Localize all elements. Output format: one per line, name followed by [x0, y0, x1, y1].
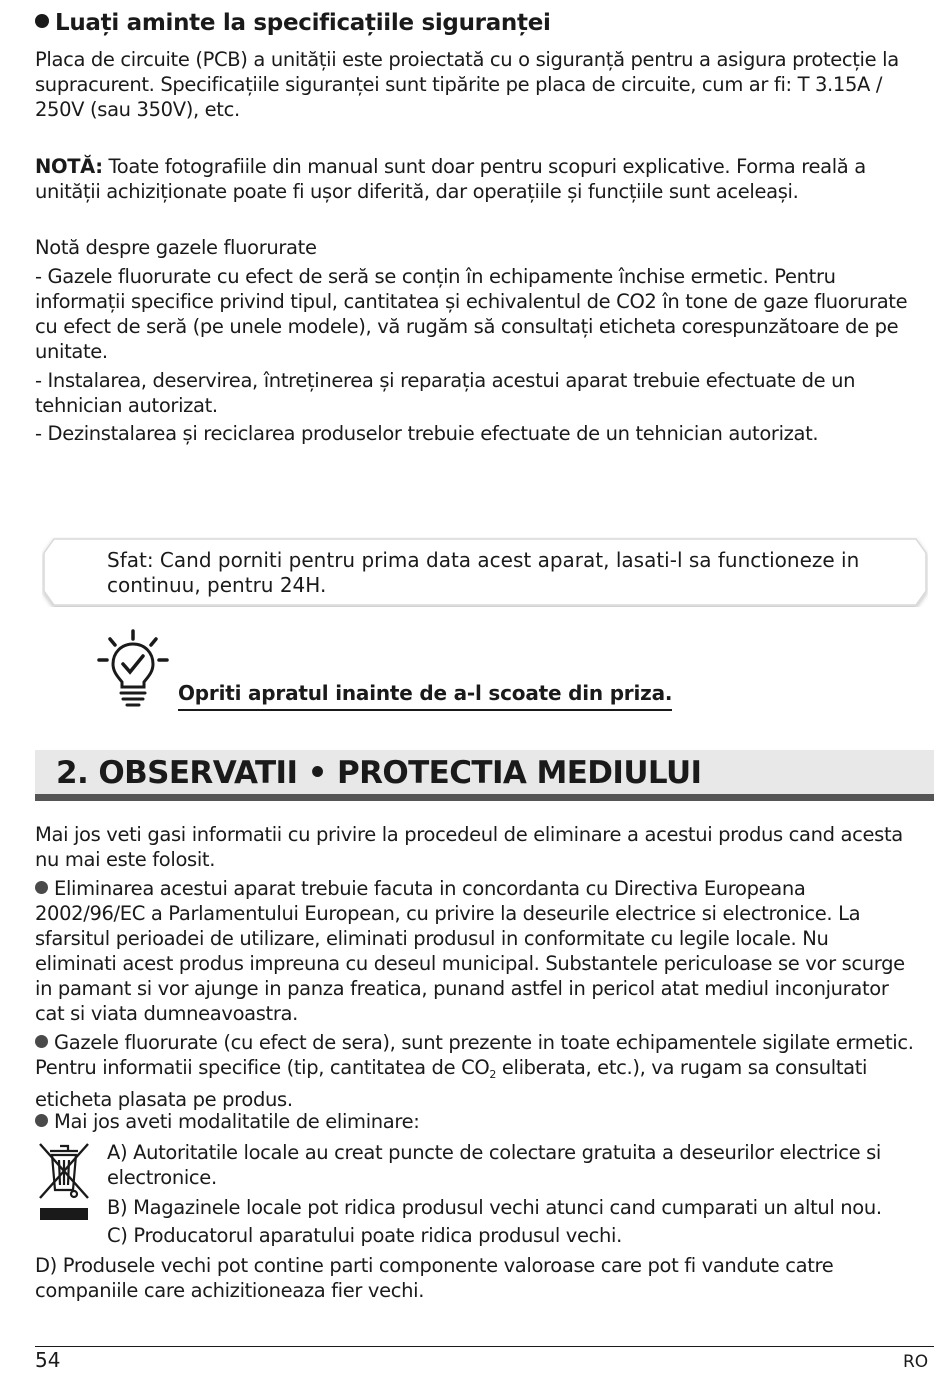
crossed-bin-icon	[36, 1140, 92, 1222]
bullet-dot-icon	[35, 881, 48, 894]
section-intro: Mai jos veti gasi informatii cu privire la procedeul de eliminare a acestui produs cand acesta nu mai este folosit.	[35, 823, 903, 871]
bullet-dot-icon	[35, 14, 49, 28]
fuse-heading: Luați aminte la specificațiile siguranței	[35, 10, 551, 36]
note-label: NOTĂ:	[35, 155, 103, 178]
bullet-dot-icon	[35, 1114, 48, 1127]
bullet-dot-icon	[35, 1035, 48, 1048]
note-text: Toate fotografiile din manual sunt doar pentru scopuri explicative. Forma reală a unității achiziționate poate fi ușor diferită, dar operațiile și funcțiile sunt aceleași.	[35, 155, 866, 203]
fuse-body: Placa de circuite (PCB) a unității este proiectată cu o siguranță pentru a asigura protecție la supracurent. Specificațiile siguranței sunt tipărite pe placa de circuite, cum ar fi: T 3.15A / 250V (sau 350V), etc.	[35, 48, 899, 121]
bullet-methods: Mai jos aveti modalitatile de eliminare:	[35, 1109, 915, 1134]
tip-text: Sfat: Cand porniti pentru prima data acest aparat, lasati-l sa functioneze in continuu, pentru 24H.	[107, 548, 860, 597]
fgas-line-2: - Instalarea, deservirea, întreținerea și reparația acestui aparat trebuie efectuate de un tehnician autorizat.	[35, 369, 856, 417]
note-paragraph	[35, 154, 915, 204]
lightbulb-check-icon	[96, 628, 170, 710]
warning-text: Opriti apratul inainte de a-l scoate din priza.	[178, 681, 672, 711]
fgas-heading: Notă despre gazele fluorurate	[35, 236, 317, 259]
fgas-line-3: - Dezinstalarea și reciclarea produselor trebuie efectuate de un tehnician autorizat.	[35, 422, 819, 445]
bullet-fgas: Gazele fluorurate (cu efect de sera), sunt prezente in toate echipamentele sigilate ermetic. Pentru informatii specifice (tip, cantitatea de $CO_2$ eliberata, etc.), va rugam sa consultati eticheta plasata pe produs.	[35, 1031, 914, 1111]
option-b: B) Magazinele locale pot ridica produsul vechi atunci cand cumparati un altul nou.	[107, 1196, 882, 1219]
option-c: C) Producatorul aparatului poate ridica produsul vechi.	[107, 1224, 622, 1247]
option-a: A) Autoritatile locale au creat puncte de colectare gratuita a deseurilor electrice si electronice.	[107, 1141, 881, 1189]
footer-rule	[35, 1346, 934, 1347]
section-title: 2. OBSERVATII • PROTECTIA MEDIULUI	[56, 755, 702, 791]
language-code: RO	[903, 1352, 929, 1372]
option-d: D) Produsele vechi pot contine parti componente valoroase care pot fi vandute catre companiile care achizitioneaza fier vechi.	[35, 1254, 834, 1302]
fgas-line-1: - Gazele fluorurate cu efect de seră se conțin în echipamente închise ermetic. Pentru informații specifice privind tipul, cantitatea și echivalentul de CO2 în tone de gaze fluorurate cu efect de seră (pe unele modele), vă rugăm să consultați eticheta corespunzătoare de pe unitate.	[35, 265, 908, 363]
page-number: 54	[35, 1348, 61, 1372]
bullet-weee: Eliminarea acestui aparat trebuie facuta in concordanta cu Directiva Europeana 2002/96/EC a Parlamentului European, cu privire la deseurile electrice si electronice. La sfarsitul perioadei de utilizare, eliminati produsul in conformitate cu legile locale. Nu eliminati acest produs impreuna cu deseul municipal. Substantele periculoase se vor scurge in pamant si vor ajunge in panza freatica, punand astfel in pericol atat mediul inconjurator cat si viata dumneavoastra.	[35, 877, 905, 1025]
section-rule	[35, 794, 934, 801]
